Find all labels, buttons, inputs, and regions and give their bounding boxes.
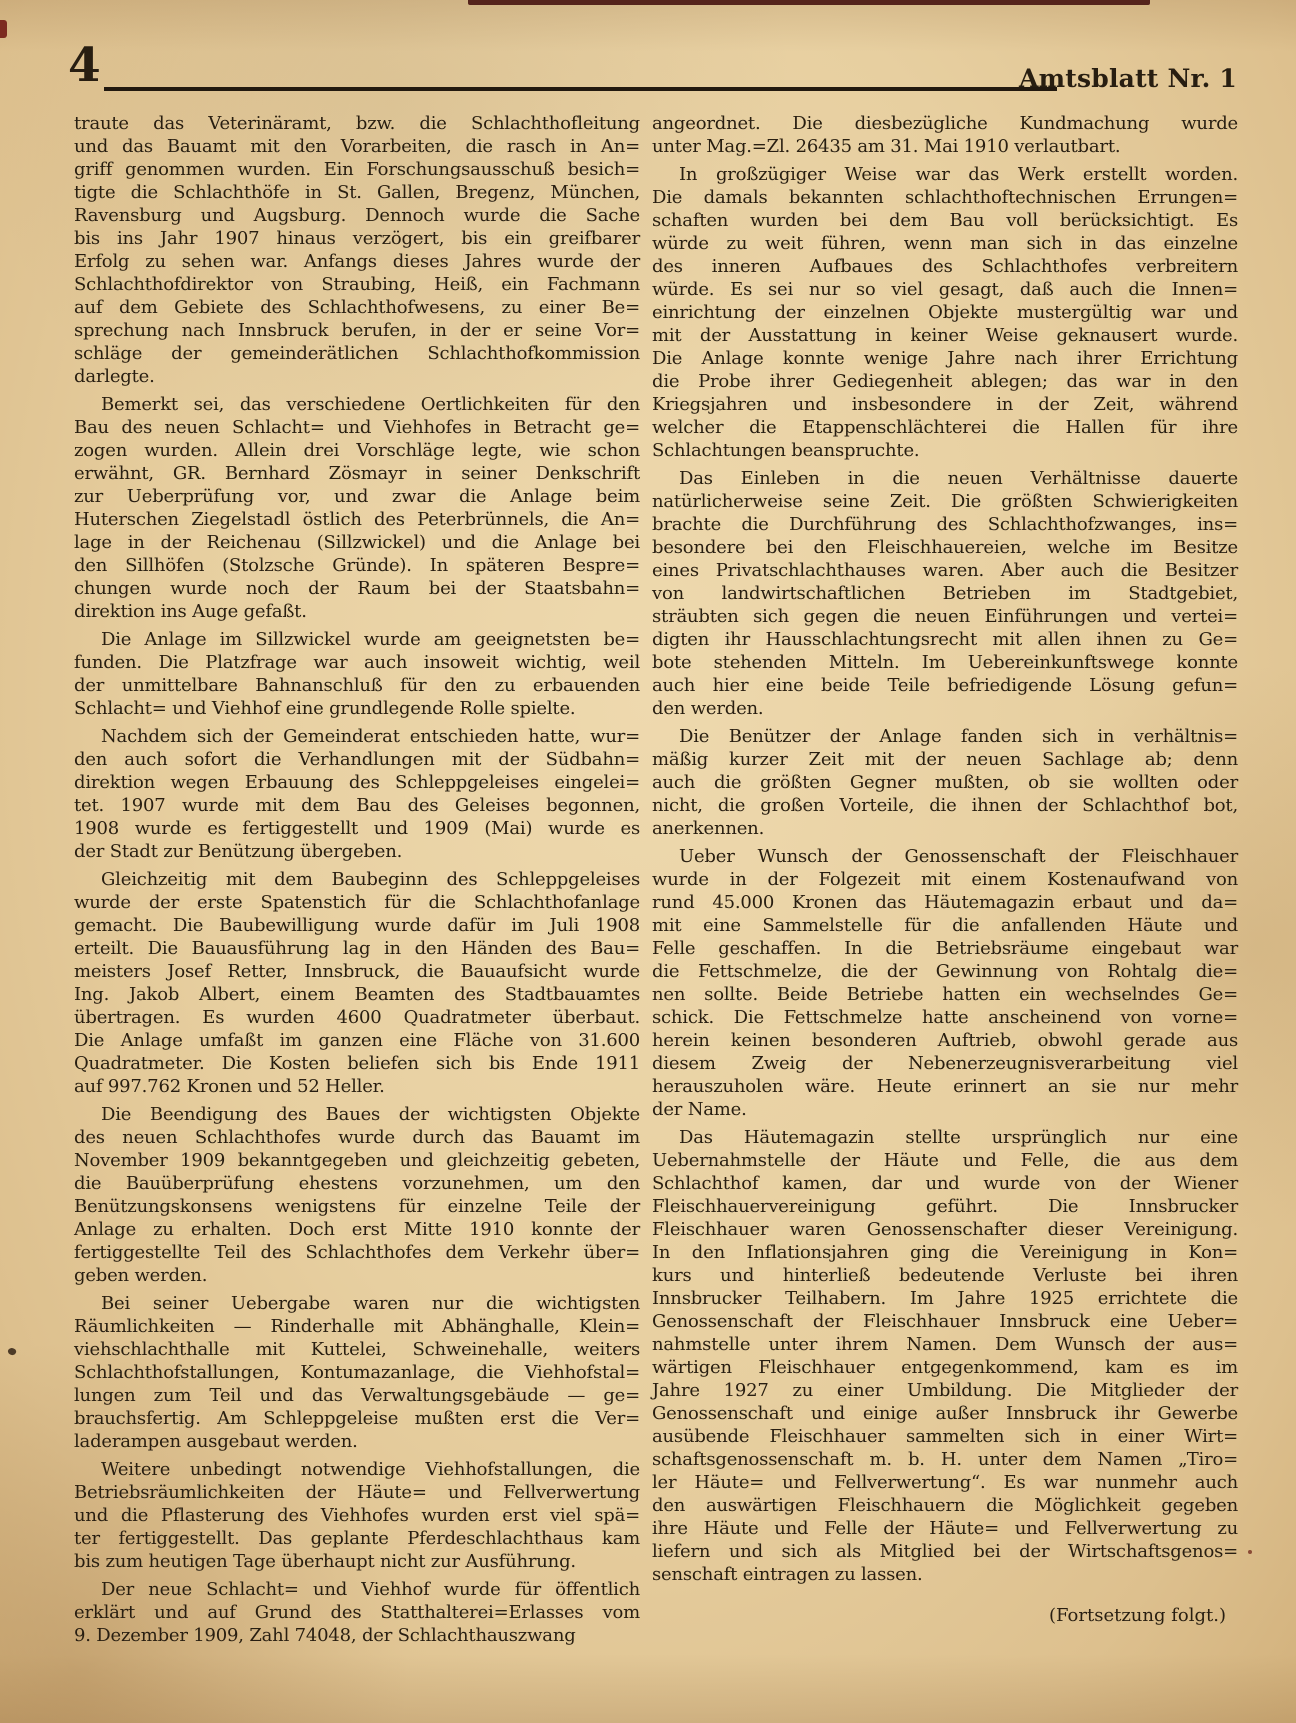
text-line: Die Anlage im Sillzwickel wurde am geeignetsten be= bbox=[101, 629, 640, 650]
text-line: erteilt. Die Bauausführung lag in den Händen des Bau= bbox=[74, 938, 640, 959]
text-line: brachte die Durchführung des Schlachthofzwanges, ins= bbox=[652, 514, 1238, 535]
text-line: auch die größten Gegner mußten, ob sie wollten oder bbox=[652, 772, 1238, 793]
text-line: die Probe ihrer Gediegenheit ablegen; das war in den bbox=[652, 371, 1238, 392]
scan-artifact-top-strip bbox=[468, 0, 1150, 5]
text-line: würde zu weit führen, wenn man sich in das einzelne bbox=[652, 233, 1238, 254]
header-rule bbox=[104, 87, 1057, 91]
text-line: Ravensburg und Augsburg. Dennoch wurde die Sache bbox=[74, 205, 640, 226]
text-line: Bei seiner Uebergabe waren nur die wichtigsten bbox=[101, 1293, 640, 1314]
text-line: Schlacht= und Viehhof eine grundlegende Rolle spielte. bbox=[74, 698, 576, 719]
text-line: 1908 wurde es fertiggestellt und 1909 (Mai) wurde es bbox=[74, 818, 640, 839]
text-line: digten ihr Hausschlachtungsrecht mit allen ihnen zu Ge= bbox=[652, 629, 1238, 650]
text-line: den auch sofort die Verhandlungen mit der Südbahn= bbox=[74, 749, 640, 770]
text-line: Genossenschaft und einige außer Innsbruck ihr Gewerbe bbox=[652, 1403, 1238, 1424]
text-line: nahmstelle unter ihrem Namen. Dem Wunsch der aus= bbox=[652, 1334, 1238, 1355]
text-line: senschaft eintragen zu lassen. bbox=[652, 1564, 923, 1585]
text-line: den auswärtigen Fleischhauern die Möglichkeit gegeben bbox=[652, 1495, 1238, 1516]
text-line: Benützungskonsens wenigstens für einzelne Teile der bbox=[74, 1196, 640, 1217]
text-line: Schlachthof kamen, dar und wurde von der Wiener bbox=[652, 1173, 1238, 1194]
paragraph bbox=[652, 467, 1238, 720]
paragraph bbox=[652, 845, 1238, 1121]
text-line: ihre Häute und Felle der Häute= und Fellverwertung zu bbox=[652, 1518, 1238, 1539]
text-line: auf 997.762 Kronen und 52 Heller. bbox=[74, 1076, 385, 1097]
text-line: Felle geschaffen. In die Betriebsräume eingebaut war bbox=[652, 938, 1238, 959]
text-line: auf dem Gebiete des Schlachthofwesens, zu einer Be= bbox=[74, 297, 640, 318]
text-line: natürlicherweise seine Zeit. Die größten Schwierigkeiten bbox=[652, 491, 1238, 512]
text-line: anerkennen. bbox=[652, 818, 765, 839]
text-line: viehschlachthalle mit Kuttelei, Schweinehalle, weiters bbox=[74, 1339, 640, 1360]
scan-artifact-topleft-mark bbox=[0, 20, 7, 38]
paragraph bbox=[74, 868, 640, 1098]
text-line: herein keinen besonderen Auftrieb, obwohl gerade aus bbox=[652, 1030, 1238, 1051]
text-line: Quadratmeter. Die Kosten beliefen sich bis Ende 1911 bbox=[74, 1053, 640, 1074]
text-line: Das Häutemagazin stellte ursprünglich nur eine bbox=[679, 1127, 1238, 1148]
text-line: schaftsgenossenschaft m. b. H. unter dem Namen „Tiro= bbox=[652, 1449, 1238, 1470]
text-line: den werden. bbox=[652, 698, 764, 719]
page-number: 4 bbox=[68, 38, 100, 93]
paragraph bbox=[74, 725, 640, 863]
paragraph bbox=[74, 1292, 640, 1453]
text-line: und die Pflasterung des Viehhofes wurden erst viel spä= bbox=[74, 1505, 640, 1526]
text-line: direktion ins Auge gefaßt. bbox=[74, 601, 307, 622]
text-line: und das Bauamt mit den Vorarbeiten, die rasch in An= bbox=[74, 136, 640, 157]
paragraph bbox=[652, 725, 1238, 840]
text-line: Ing. Jakob Albert, einem Beamten des Stadtbauamtes bbox=[74, 984, 640, 1005]
text-line: würde. Es sei nur so viel gesagt, daß auch die Innen= bbox=[652, 279, 1238, 300]
text-line: unter Mag.=Zl. 26435 am 31. Mai 1910 verlautbart. bbox=[652, 136, 1121, 157]
text-line: besondere bei den Fleischhauereien, welche im Besitze bbox=[652, 537, 1238, 558]
text-line: Räumlichkeiten — Rinderhalle mit Abhänghalle, Klein= bbox=[74, 1316, 640, 1337]
text-line: Bau des neuen Schlacht= und Viehhofes in Betracht ge= bbox=[74, 417, 640, 438]
text-line: den Sillhöfen (Stolzsche Gründe). In späteren Bespre= bbox=[74, 555, 640, 576]
text-line: gemacht. Die Baubewilligung wurde dafür im Juli 1908 bbox=[74, 915, 640, 936]
text-line: nen sollte. Beide Betriebe hatten ein wechselndes Ge= bbox=[652, 984, 1238, 1005]
text-line: der unmittelbare Bahnanschluß für den zu erbauenden bbox=[74, 675, 640, 696]
text-line: Huterschen Ziegelstadl östlich des Peterbrünnels, die An= bbox=[74, 509, 640, 530]
text-line: liefern und sich als Mitglied bei der Wirtschaftsgenos= bbox=[652, 1541, 1238, 1562]
text-line: schläge der gemeinderätlichen Schlachthofkommission bbox=[74, 343, 640, 364]
text-line: darlegte. bbox=[74, 366, 155, 387]
text-line: des neuen Schlachthofes wurde durch das Bauamt im bbox=[74, 1127, 640, 1148]
text-line: schaften wurden bei dem Bau voll berücksichtigt. Es bbox=[652, 210, 1238, 231]
paragraph bbox=[652, 112, 1238, 158]
text-line: auch hier eine beide Teile befriedigende Lösung gefun= bbox=[652, 675, 1238, 696]
text-line: fertiggestellte Teil des Schlachthofes dem Verkehr über= bbox=[74, 1242, 640, 1263]
text-line: Schlachtungen beanspruchte. bbox=[652, 440, 920, 461]
text-line: Schlachthofstallungen, Kontumazanlage, die Viehhofstal= bbox=[74, 1362, 640, 1383]
text-line: Anlage zu erhalten. Doch erst Mitte 1910 konnte der bbox=[74, 1219, 640, 1240]
text-line: von landwirtschaftlichen Betrieben im Stadtgebiet, bbox=[652, 583, 1238, 604]
text-line: Die damals bekannten schlachthoftechnischen Errungen= bbox=[652, 187, 1238, 208]
text-line: zur Ueberprüfung vor, und zwar die Anlage beim bbox=[74, 486, 640, 507]
text-line: mäßig kurzer Zeit mit der neuen Sachlage ab; denn bbox=[652, 749, 1238, 770]
text-line: nicht, die großen Vorteile, die ihnen der Schlachthof bot, bbox=[652, 795, 1238, 816]
text-line: welcher die Etappenschlächterei die Hallen für ihre bbox=[652, 417, 1238, 438]
text-line: wurde der erste Spatenstich für die Schlachthofanlage bbox=[74, 892, 640, 913]
text-line: erwähnt, GR. Bernhard Zösmayr in seiner Denkschrift bbox=[74, 463, 640, 484]
text-line: lage in der Reichenau (Sillzwickel) und die Anlage bei bbox=[74, 532, 640, 553]
text-line: Die Beendigung des Baues der wichtigsten Objekte bbox=[101, 1104, 640, 1125]
text-line: Erfolg zu sehen war. Anfangs dieses Jahres wurde der bbox=[74, 251, 640, 272]
text-line: Uebernahmstelle der Häute und Felle, die aus dem bbox=[652, 1150, 1238, 1171]
text-line: sträubten sich gegen die neuen Einführungen und vertei= bbox=[652, 606, 1238, 627]
text-line: geben werden. bbox=[74, 1265, 208, 1286]
text-line: griff genommen wurden. Ein Forschungsausschuß besich= bbox=[74, 159, 640, 180]
text-line: direktion wegen Erbauung des Schleppgeleises eingelei= bbox=[74, 772, 640, 793]
text-line: In großzügiger Weise war das Werk erstellt worden. bbox=[679, 164, 1238, 185]
text-line: der Stadt zur Benützung übergeben. bbox=[74, 841, 403, 862]
paragraph bbox=[652, 1126, 1238, 1586]
text-line: Die Benützer der Anlage fanden sich in verhältnis= bbox=[679, 726, 1238, 747]
text-line: diesem Zweig der Nebenerzeugnisverarbeitung viel bbox=[652, 1053, 1238, 1074]
text-line: einrichtung der einzelnen Objekte mustergültig war und bbox=[652, 302, 1238, 323]
text-line: brauchsfertig. Am Schleppgeleise mußten erst die Ver= bbox=[74, 1408, 640, 1429]
text-line: mit eine Sammelstelle für die anfallenden Häute und bbox=[652, 915, 1238, 936]
text-line: bis ins Jahr 1907 hinaus verzögert, bis ein greifbarer bbox=[74, 228, 640, 249]
text-line: Innsbrucker Teilhabern. Im Jahre 1925 errichtete die bbox=[652, 1288, 1238, 1309]
text-line: In den Inflationsjahren ging die Vereinigung in Kon= bbox=[652, 1242, 1238, 1263]
text-line: traute das Veterinäramt, bzw. die Schlachthofleitung bbox=[74, 113, 640, 134]
text-line: Ueber Wunsch der Genossenschaft der Fleischhauer bbox=[679, 846, 1238, 867]
text-line: Nachdem sich der Gemeinderat entschieden hatte, wur= bbox=[101, 726, 640, 747]
text-line: Bemerkt sei, das verschiedene Oertlichkeiten für den bbox=[101, 394, 640, 415]
text-line: Fleischhauervereinigung geführt. Die Innsbrucker bbox=[652, 1196, 1238, 1217]
scan-artifact-right-speck bbox=[1248, 1550, 1252, 1554]
text-line: bote stehenden Mitteln. Im Uebereinkunftswege konnte bbox=[652, 652, 1238, 673]
text-line: ausübende Fleischhauer sammelten sich in einer Wirt= bbox=[652, 1426, 1238, 1447]
text-line: mit der Ausstattung in keiner Weise geknausert wurde. bbox=[652, 325, 1238, 346]
text-line: tet. 1907 wurde mit dem Bau des Geleises begonnen, bbox=[74, 795, 640, 816]
text-line: funden. Die Platzfrage war auch insoweit wichtig, weil bbox=[74, 652, 640, 673]
text-line: erklärt und auf Grund des Statthalterei=Erlasses vom bbox=[74, 1602, 640, 1623]
text-line: Gleichzeitig mit dem Baubeginn des Schleppgeleises bbox=[101, 869, 640, 890]
paragraph bbox=[74, 393, 640, 623]
text-line: Schlachthofdirektor von Straubing, Heiß, ein Fachmann bbox=[74, 274, 640, 295]
paragraph bbox=[74, 1578, 640, 1647]
text-line: chungen wurde noch der Raum bei der Staatsbahn= bbox=[74, 578, 640, 599]
text-line: des inneren Aufbaues des Schlachthofes verbreitern bbox=[652, 256, 1238, 277]
text-line: wurde in der Folgezeit mit einem Kostenaufwand von bbox=[652, 869, 1238, 890]
text-line: sprechung nach Innsbruck berufen, in der er seine Vor= bbox=[74, 320, 640, 341]
right-column bbox=[652, 112, 1238, 1627]
text-line: die Bauüberprüfung ehestens vorzunehmen, um den bbox=[74, 1173, 640, 1194]
text-line: angeordnet. Die diesbezügliche Kundmachung wurde bbox=[652, 113, 1238, 134]
left-column bbox=[74, 112, 640, 1647]
text-line: laderampen ausgebaut werden. bbox=[74, 1431, 358, 1452]
continuation-note: (Fortsetzung folgt.) bbox=[1049, 1605, 1226, 1626]
text-line: ter fertiggestellt. Das geplante Pferdeschlachthaus kam bbox=[74, 1528, 640, 1549]
text-line: kurs und hinterließ bedeutende Verluste bei ihren bbox=[652, 1265, 1238, 1286]
text-line: Weitere unbedingt notwendige Viehhofstallungen, die bbox=[101, 1459, 640, 1480]
text-line: ler Häute= und Fellverwertung“. Es war nunmehr auch bbox=[652, 1472, 1238, 1493]
text-line: Der neue Schlacht= und Viehhof wurde für öffentlich bbox=[101, 1579, 640, 1600]
text-line: meisters Josef Retter, Innsbruck, die Bauaufsicht wurde bbox=[74, 961, 640, 982]
text-line: Die Anlage umfaßt im ganzen eine Fläche von 31.600 bbox=[74, 1030, 640, 1051]
text-line: Kriegsjahren und insbesondere in der Zeit, während bbox=[652, 394, 1238, 415]
paragraph bbox=[652, 163, 1238, 462]
text-line: rund 45.000 Kronen das Häutemagazin erbaut und da= bbox=[652, 892, 1238, 913]
masthead-title: Amtsblatt Nr. 1 bbox=[1019, 64, 1237, 93]
text-line: Betriebsräumlichkeiten der Häute= und Fellverwertung bbox=[74, 1482, 640, 1503]
text-line: eines Privatschlachthauses waren. Aber auch die Besitzer bbox=[652, 560, 1238, 581]
text-line: die Fettschmelze, die der Gewinnung von Rohtalg die= bbox=[652, 961, 1238, 982]
text-line: Die Anlage konnte wenige Jahre nach ihrer Errichtung bbox=[652, 348, 1238, 369]
paragraph bbox=[74, 628, 640, 720]
text-line: lungen zum Teil und das Verwaltungsgebäude — ge= bbox=[74, 1385, 640, 1406]
text-line: der Name. bbox=[652, 1099, 747, 1120]
text-line: Genossenschaft der Fleischhauer Innsbruck eine Ueber= bbox=[652, 1311, 1238, 1332]
paragraph bbox=[74, 1458, 640, 1573]
text-line: bis zum heutigen Tage überhaupt nicht zur Ausführung. bbox=[74, 1551, 576, 1572]
text-line: herauszuholen wäre. Heute erinnert an sie nur mehr bbox=[652, 1076, 1238, 1097]
text-line: übertragen. Es wurden 4600 Quadratmeter überbaut. bbox=[74, 1007, 640, 1028]
paragraph bbox=[74, 112, 640, 388]
scan-artifact-left-speck bbox=[7, 1346, 17, 1356]
text-line: November 1909 bekanntgegeben und gleichzeitig gebeten, bbox=[74, 1150, 640, 1171]
text-line: Jahre 1927 zu einer Umbildung. Die Mitglieder der bbox=[652, 1380, 1238, 1401]
text-line: Fleischhauer waren Genossenschafter dieser Vereinigung. bbox=[652, 1219, 1238, 1240]
text-line: zogen wurden. Allein drei Vorschläge legte, wie schon bbox=[74, 440, 640, 461]
paragraph bbox=[74, 1103, 640, 1287]
text-line: schick. Die Fettschmelze hatte anscheinend von vorne= bbox=[652, 1007, 1238, 1028]
text-line: Das Einleben in die neuen Verhältnisse dauerte bbox=[679, 468, 1238, 489]
text-line: wärtigen Fleischhauer entgegenkommend, kam es im bbox=[652, 1357, 1238, 1378]
text-line: 9. Dezember 1909, Zahl 74048, der Schlachthauszwang bbox=[74, 1625, 576, 1646]
text-line: tigte die Schlachthöfe in St. Gallen, Bregenz, München, bbox=[74, 182, 640, 203]
